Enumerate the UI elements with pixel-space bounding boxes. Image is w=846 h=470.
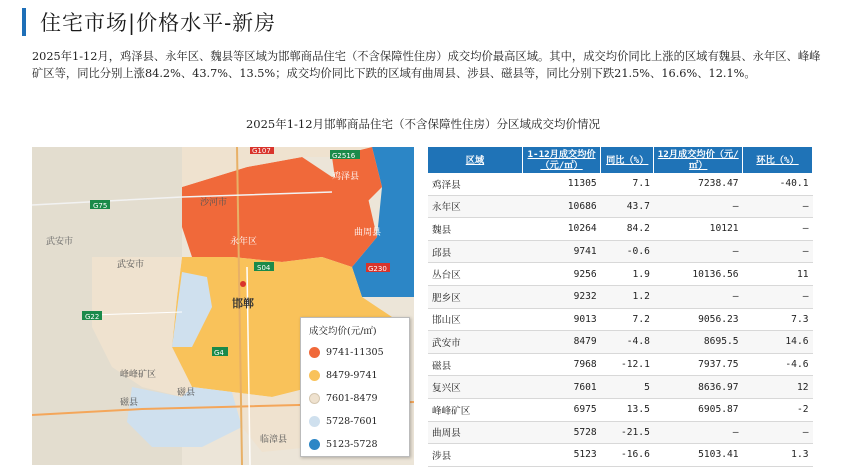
- header-mom: 环比（%）: [743, 147, 813, 173]
- cell-mom: -2: [743, 398, 813, 421]
- map-label-fengfeng: 峰峰矿区: [120, 370, 157, 380]
- table-row: [428, 331, 813, 354]
- legend-swatch: [309, 393, 320, 404]
- map-label-cixian-small: 磁县: [177, 388, 196, 398]
- cell-mom: —: [743, 240, 813, 263]
- map-legend: [300, 317, 410, 457]
- header-annual-price: 1-12月成交均价（元/㎡）: [522, 147, 600, 173]
- handan-city-marker: [240, 281, 246, 287]
- legend-title: 成交均价(元/㎡): [309, 326, 377, 337]
- map-label-wuan-county: 武安市: [46, 237, 74, 247]
- cell-region: 永年区: [428, 195, 522, 218]
- cell-yoy: -4.8: [601, 331, 654, 354]
- cell-dec-price: 10136.56: [654, 263, 743, 286]
- map-label-linzhang: 临漳县: [260, 435, 288, 445]
- map-label-handan: 邯郸: [232, 297, 254, 310]
- legend-swatch: [309, 370, 320, 381]
- map-label-jize: 鸡泽县: [332, 172, 360, 182]
- cell-annual-price: 6975: [522, 398, 600, 421]
- road-label-g22: G22: [85, 313, 100, 321]
- table-row: [428, 398, 813, 421]
- cell-region: 鸡泽县: [428, 173, 522, 195]
- cell-region: 曲周县: [428, 421, 522, 444]
- legend-item: [309, 368, 378, 382]
- table-row: [428, 444, 813, 467]
- cell-yoy: -0.6: [601, 240, 654, 263]
- legend-item: [309, 345, 384, 359]
- legend-label: 8479-9741: [326, 369, 378, 381]
- header-region: 区域: [428, 147, 522, 173]
- table-row: [428, 285, 813, 308]
- cell-annual-price: 5728: [522, 421, 600, 444]
- table-row: [428, 376, 813, 399]
- road-label-g4: G4: [214, 349, 224, 357]
- cell-mom: —: [743, 218, 813, 241]
- table-body: [428, 173, 813, 466]
- map-label-wuanshi: 武安市: [117, 260, 145, 270]
- map-label-shahe: 沙河市: [200, 198, 228, 208]
- cell-dec-price: —: [654, 195, 743, 218]
- cell-dec-price: 10121: [654, 218, 743, 241]
- legend-label: 5728-7601: [326, 415, 378, 427]
- cell-region: 邱县: [428, 240, 522, 263]
- cell-annual-price: 8479: [522, 331, 600, 354]
- cell-dec-price: —: [654, 421, 743, 444]
- cell-yoy: 84.2: [601, 218, 654, 241]
- district-map: [32, 147, 414, 465]
- cell-region: 武安市: [428, 331, 522, 354]
- cell-annual-price: 5123: [522, 444, 600, 467]
- cell-dec-price: —: [654, 240, 743, 263]
- cell-mom: 11: [743, 263, 813, 286]
- cell-region: 磁县: [428, 353, 522, 376]
- cell-yoy: 13.5: [601, 398, 654, 421]
- header-dec-price: 12月成交均价（元/㎡）: [654, 147, 743, 173]
- cell-yoy: 7.2: [601, 308, 654, 331]
- table-row: [428, 195, 813, 218]
- cell-dec-price: 5103.41: [654, 444, 743, 467]
- cell-dec-price: 8636.97: [654, 376, 743, 399]
- legend-label: 5123-5728: [326, 438, 378, 450]
- cell-region: 涉县: [428, 444, 522, 467]
- summary-paragraph: 2025年1-12月，鸡泽县、永年区、魏县等区域为邯郸商品住宅（不含保障性住房）成交均价最高区域。其中，成交均价同比上涨的区域有魏县、永年区、峰峰矿区等，同比分别上涨84.2%、43.7%、13.5%；成交均价同比下跌的区域有曲周县、涉县、磁县等，同比分别下跌21.5%、16.6%、12.1%。: [32, 50, 821, 80]
- table-row: [428, 173, 813, 195]
- header-yoy: 同比（%）: [601, 147, 654, 173]
- cell-mom: -4.6: [743, 353, 813, 376]
- cell-dec-price: 9056.23: [654, 308, 743, 331]
- cell-annual-price: 10686: [522, 195, 600, 218]
- cell-annual-price: 9256: [522, 263, 600, 286]
- cell-region: 丛台区: [428, 263, 522, 286]
- table-row: [428, 263, 813, 286]
- cell-dec-price: 7238.47: [654, 173, 743, 195]
- legend-swatch: [309, 416, 320, 427]
- cell-region: 肥乡区: [428, 285, 522, 308]
- cell-yoy: -16.6: [601, 444, 654, 467]
- price-table: [428, 147, 813, 467]
- cell-annual-price: 9013: [522, 308, 600, 331]
- map-label-quzhou: 曲周县: [354, 228, 382, 238]
- road-label-g230: G230: [368, 265, 387, 273]
- cell-region: 魏县: [428, 218, 522, 241]
- legend-item: [309, 391, 378, 405]
- cell-dec-price: 8695.5: [654, 331, 743, 354]
- table-row: [428, 308, 813, 331]
- cell-yoy: 43.7: [601, 195, 654, 218]
- page-title: 住宅市场|价格水平-新房: [40, 11, 277, 35]
- legend-label: 7601-8479: [326, 392, 378, 404]
- figure-title: 2025年1-12月邯郸商品住宅（不含保障性住房）分区域成交均价情况: [245, 117, 601, 131]
- cell-yoy: -12.1: [601, 353, 654, 376]
- map-label-yongnian: 永年区: [230, 237, 258, 247]
- cell-mom: 7.3: [743, 308, 813, 331]
- page-header: [0, 0, 846, 42]
- cell-dec-price: —: [654, 285, 743, 308]
- legend-swatch: [309, 347, 320, 358]
- cell-yoy: 1.2: [601, 285, 654, 308]
- map-label-cixian: 磁县: [120, 398, 139, 408]
- road-label-g2516: G2516: [332, 152, 356, 160]
- legend-item: [309, 437, 378, 451]
- cell-mom: —: [743, 421, 813, 444]
- road-label-g107: G107: [252, 147, 271, 155]
- cell-mom: -40.1: [743, 173, 813, 195]
- cell-region: 峰峰矿区: [428, 398, 522, 421]
- cell-mom: —: [743, 195, 813, 218]
- cell-region: 邯山区: [428, 308, 522, 331]
- cell-dec-price: 7937.75: [654, 353, 743, 376]
- table-row: [428, 421, 813, 444]
- cell-mom: 12: [743, 376, 813, 399]
- cell-dec-price: 6905.87: [654, 398, 743, 421]
- cell-annual-price: 10264: [522, 218, 600, 241]
- legend-swatch: [309, 439, 320, 450]
- legend-label: 9741-11305: [326, 346, 384, 358]
- road-label-s04: S04: [257, 264, 271, 272]
- table-row: [428, 218, 813, 241]
- title-accent-bar: [22, 8, 26, 36]
- table-row: [428, 240, 813, 263]
- cell-annual-price: 7968: [522, 353, 600, 376]
- cell-annual-price: 11305: [522, 173, 600, 195]
- cell-mom: 14.6: [743, 331, 813, 354]
- cell-mom: 1.3: [743, 444, 813, 467]
- cell-mom: —: [743, 285, 813, 308]
- cell-yoy: 5: [601, 376, 654, 399]
- legend-item: [309, 414, 378, 428]
- cell-yoy: -21.5: [601, 421, 654, 444]
- cell-yoy: 7.1: [601, 173, 654, 195]
- cell-annual-price: 9741: [522, 240, 600, 263]
- cell-annual-price: 7601: [522, 376, 600, 399]
- cell-region: 复兴区: [428, 376, 522, 399]
- table-header-row: [428, 147, 813, 173]
- cell-annual-price: 9232: [522, 285, 600, 308]
- cell-yoy: 1.9: [601, 263, 654, 286]
- table-row: [428, 353, 813, 376]
- road-label-g75: G75: [93, 202, 108, 210]
